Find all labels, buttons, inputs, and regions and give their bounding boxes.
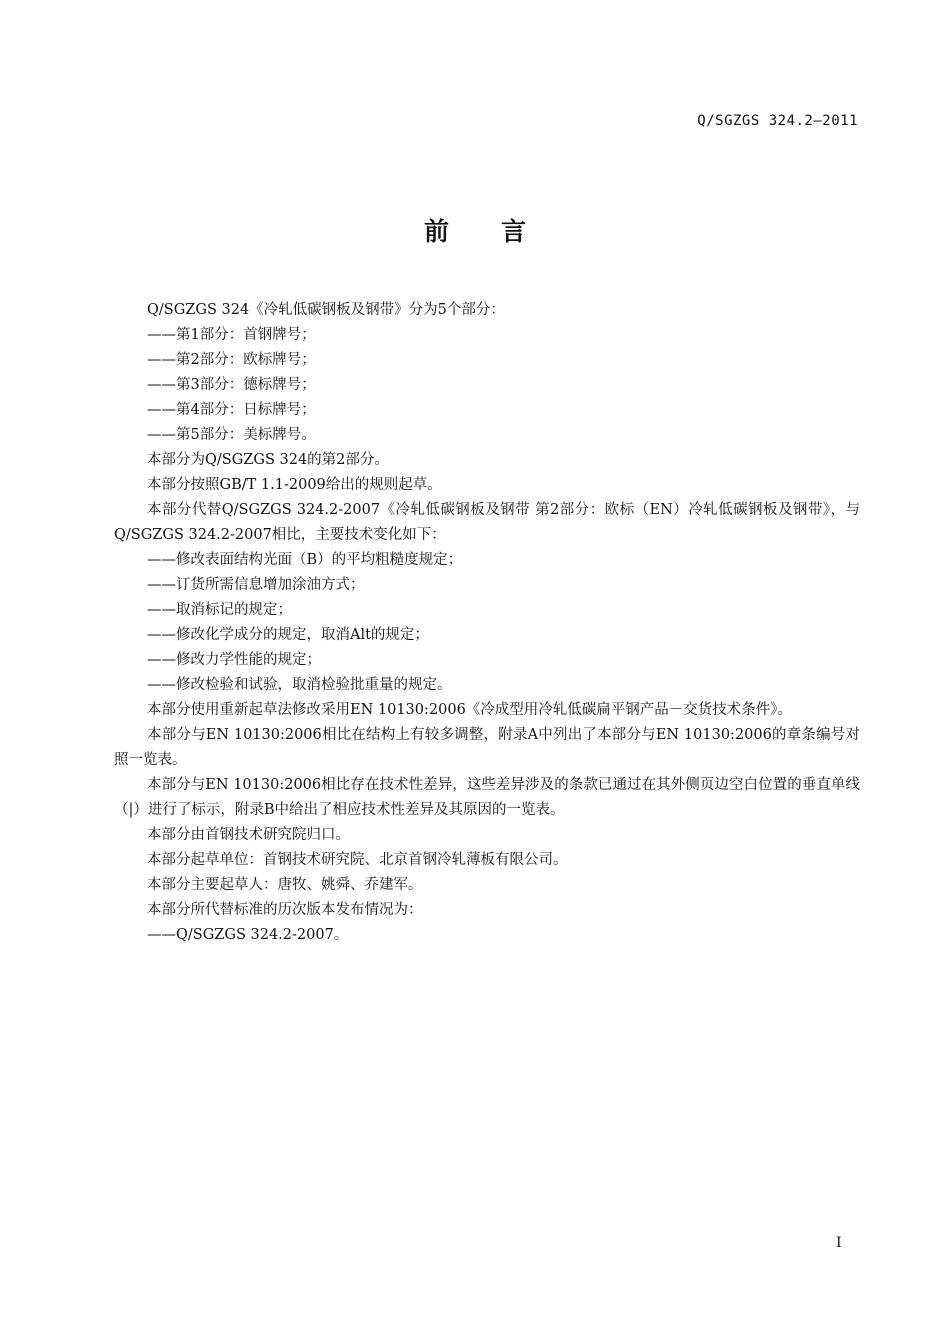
list-item: ——第1部分：首钢牌号； [147,327,316,343]
paragraph: 本部分使用重新起草法修改采用EN 10130:2006《冷成型用冷轧低碳扁平钢产品－交货技术条件》。 [147,702,793,718]
paragraph: 本部分由首钢技术研究院归口。 [147,827,350,843]
list-item: ——修改化学成分的规定，取消Alt的规定； [147,627,429,643]
list-item: ——取消标记的规定； [147,602,292,618]
paragraph: 本部分代替Q/SGZGS 324.2-2007《冷轧低碳钢板及钢带 第2部分：欧标（EN）冷轧低碳钢板及钢带》，与Q/SGZGS 324.2-2007相比，主要技术变化如下： [114,502,860,543]
paragraph: 本部分与EN 10130:2006相比在结构上有较多调整，附录A中列出了本部分与EN 10130:2006的章条编号对照一览表。 [114,727,860,768]
list-item: ——第2部分：欧标牌号； [147,352,316,368]
list-item: ——修改检验和试验，取消检验批重量的规定。 [147,677,452,693]
list-item: ——修改力学性能的规定； [147,652,321,668]
paragraph: 本部分按照GB/T 1.1-2009给出的规则起草。 [147,477,442,493]
list-item: ——第3部分：德标牌号； [147,377,316,393]
paragraph: 本部分与EN 10130:2006相比存在技术性差异，这些差异涉及的条款已通过在其外侧页边空白位置的垂直单线（|）进行了标示，附录B中给出了相应技术性差异及其原因的一览表。 [114,777,860,818]
page-title: 前言 [423,217,578,246]
list-item: ——第4部分：日标牌号； [147,402,316,418]
list-item: ——订货所需信息增加涂油方式； [147,577,365,593]
paragraph: 本部分起草单位：首钢技术研究院、北京首钢冷轧薄板有限公司。 [147,852,568,868]
page-number: I [836,1235,842,1251]
list-item: ——第5部分：美标牌号。 [147,427,316,443]
paragraph: 本部分为Q/SGZGS 324的第2部分。 [147,452,389,468]
document-code: Q/SGZGS 324.2—2011 [697,113,858,129]
paragraph: 本部分主要起草人：唐牧、姚舜、乔建军。 [147,877,423,893]
paragraph: 本部分所代替标准的历次版本发布情况为： [147,902,423,918]
list-item: ——Q/SGZGS 324.2-2007。 [147,927,349,943]
paragraph: Q/SGZGS 324《冷轧低碳钢板及钢带》分为5个部分： [147,302,505,318]
preface-body [114,298,860,948]
list-item: ——修改表面结构光面（B）的平均粗糙度规定； [147,552,463,568]
